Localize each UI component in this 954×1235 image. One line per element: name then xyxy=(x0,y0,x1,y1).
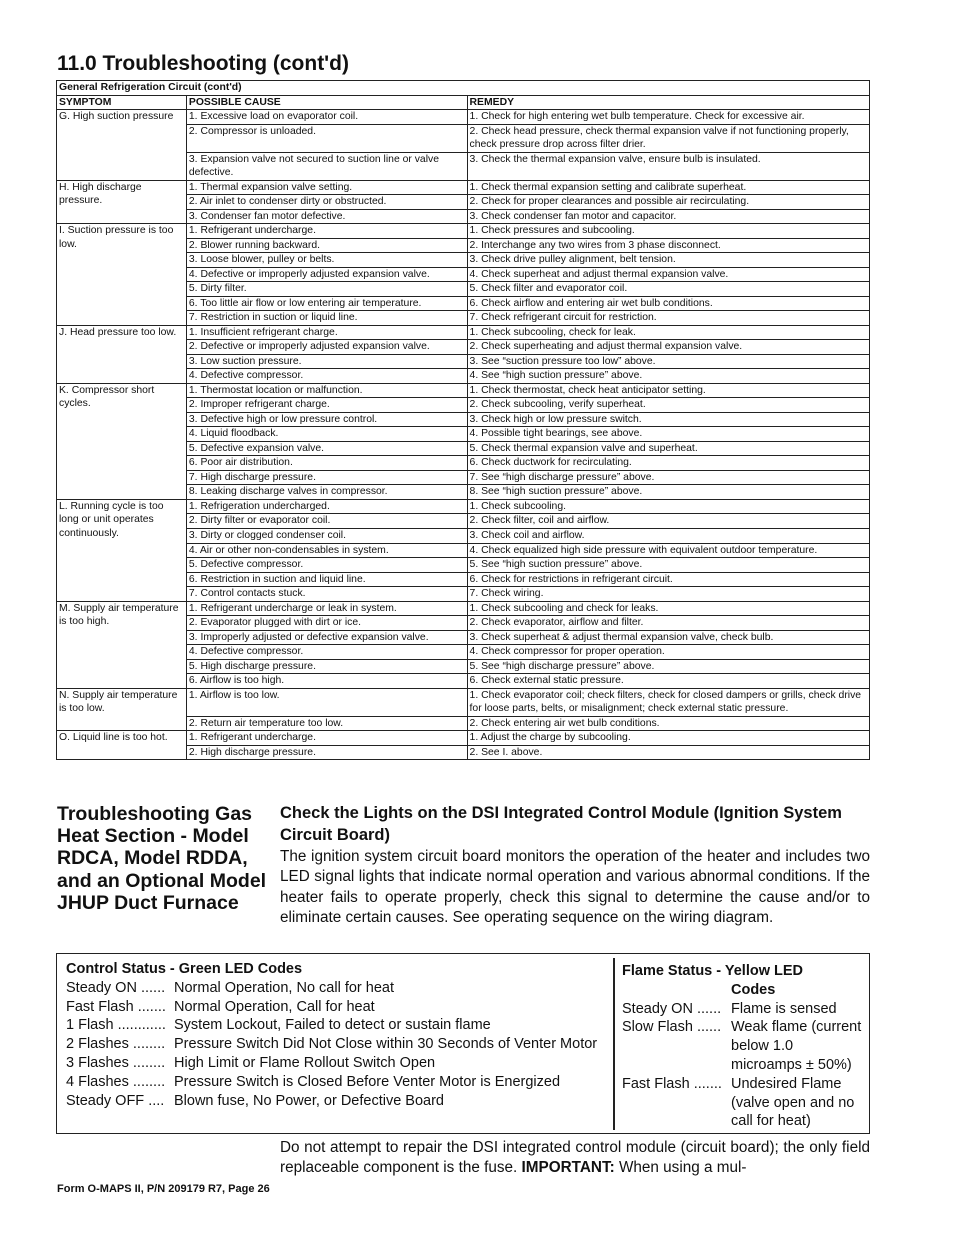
cause-cell: 1. Airflow is too low. xyxy=(186,688,467,716)
green-led-meaning: System Lockout, Failed to detect or sustain flame xyxy=(174,1017,491,1034)
yellow-led-title-line1: Flame Status - Yellow LED xyxy=(622,963,804,979)
symptom-cell: O. Liquid line is too hot. xyxy=(57,731,187,760)
dsi-lights-body: The ignition system circuit board monitors the operation of the heater and includes two LED signal lights that indicate normal operation and various abnormal conditions. If the heater fails to operate properly, check this signal to determine the cause and/or to eliminate certain causes. See operating sequence on the wiring diagram. xyxy=(280,848,870,927)
green-led-row xyxy=(66,979,606,998)
cause-cell: 1. Excessive load on evaporator coil. xyxy=(186,110,467,125)
remedy-cell: 6. Check external static pressure. xyxy=(467,674,869,689)
cause-cell: 6. Restriction in suction and liquid line. xyxy=(186,572,467,587)
green-led-meaning: Pressure Switch is Closed Before Venter Motor is Energized xyxy=(174,1073,561,1090)
cause-cell: 5. Dirty filter. xyxy=(186,282,467,297)
cause-cell: 3. Low suction pressure. xyxy=(186,354,467,369)
cause-cell: 3. Improperly adjusted or defective expansion valve. xyxy=(186,630,467,645)
remedy-cell: 2. Check subcooling, verify superheat. xyxy=(467,398,869,413)
green-led-row xyxy=(66,1092,606,1111)
header-remedy: REMEDY xyxy=(467,95,869,110)
page-footer: Form O-MAPS II, P/N 209179 R7, Page 26 xyxy=(57,1183,270,1195)
yellow-led-title xyxy=(622,962,867,1000)
yellow-led-codes xyxy=(622,962,867,1131)
led-divider xyxy=(613,958,615,1130)
cause-cell: 4. Defective or improperly adjusted expansion valve. xyxy=(186,267,467,282)
green-led-meaning: Normal Operation, Call for heat xyxy=(174,998,375,1015)
cause-cell: 3. Condenser fan motor defective. xyxy=(186,209,467,224)
remedy-cell: 7. Check refrigerant circuit for restriction. xyxy=(467,311,869,326)
cause-cell: 6. Poor air distribution. xyxy=(186,456,467,471)
gas-heat-section-heading: Troubleshooting Gas Heat Section - Model RDCA, Model RDDA, and an Optional Model JHUP Duct Furnace xyxy=(57,803,267,914)
remedy-cell: 2. Check superheating and adjust thermal expansion valve. xyxy=(467,340,869,355)
cause-cell: 7. Control contacts stuck. xyxy=(186,587,467,602)
symptom-cell: J. Head pressure too low. xyxy=(57,325,187,383)
remedy-cell: 5. Check thermal expansion valve and superheat. xyxy=(467,441,869,456)
green-led-code: 2 Flashes ........ xyxy=(66,1036,166,1053)
symptom-cell: M. Supply air temperature is too high. xyxy=(57,601,187,688)
symptom-cell: K. Compressor short cycles. xyxy=(57,383,187,499)
remedy-cell: 1. Check thermal expansion setting and calibrate superheat. xyxy=(467,180,869,195)
remedy-cell: 8. See “high suction pressure” above. xyxy=(467,485,869,500)
cause-cell: 5. Defective compressor. xyxy=(186,558,467,573)
cause-cell: 6. Too little air flow or low entering air temperature. xyxy=(186,296,467,311)
remedy-cell: 3. Check superheat & adjust thermal expansion valve, check bulb. xyxy=(467,630,869,645)
yellow-led-row xyxy=(622,1018,867,1074)
remedy-cell: 7. See “high discharge pressure” above. xyxy=(467,470,869,485)
symptom-cell: L. Running cycle is too long or unit operates continuously. xyxy=(57,499,187,601)
yellow-led-meaning: Weak flame (current below 1.0 microamps ± 50%) xyxy=(731,1019,862,1073)
cause-cell: 4. Liquid floodback. xyxy=(186,427,467,442)
remedy-cell: 5. See “high suction pressure” above. xyxy=(467,558,869,573)
cause-cell: 2. Air inlet to condenser dirty or obstructed. xyxy=(186,195,467,210)
green-led-meaning: Normal Operation, No call for heat xyxy=(174,979,395,996)
cause-cell: 2. Improper refrigerant charge. xyxy=(186,398,467,413)
green-led-title: Control Status - Green LED Codes xyxy=(66,961,303,977)
yellow-led-row xyxy=(622,1000,867,1019)
cause-cell: 7. Restriction in suction or liquid line. xyxy=(186,311,467,326)
table-row xyxy=(57,224,870,239)
green-led-codes xyxy=(66,960,606,1110)
remedy-cell: 1. Check evaporator coil; check filters, check for closed dampers or grills, check drive for loose parts, belts, or misalignment; check external static pressure. xyxy=(467,688,869,716)
remedy-cell: 3. Check condenser fan motor and capacitor. xyxy=(467,209,869,224)
cause-cell: 2. Return air temperature too low. xyxy=(186,716,467,731)
green-led-code: 1 Flash ............ xyxy=(66,1017,166,1034)
cause-cell: 2. High discharge pressure. xyxy=(186,745,467,760)
cause-cell: 1. Refrigeration undercharged. xyxy=(186,499,467,514)
cause-cell: 1. Insufficient refrigerant charge. xyxy=(186,325,467,340)
green-led-code: 4 Flashes ........ xyxy=(66,1073,166,1090)
remedy-cell: 2. Check evaporator, airflow and filter. xyxy=(467,616,869,631)
table-row xyxy=(57,383,870,398)
cause-cell: 3. Loose blower, pulley or belts. xyxy=(186,253,467,268)
remedy-cell: 1. Check subcooling and check for leaks. xyxy=(467,601,869,616)
remedy-cell: 3. Check the thermal expansion valve, ensure bulb is insulated. xyxy=(467,152,869,180)
remedy-cell: 1. Check for high entering wet bulb temperature. Check for excessive air. xyxy=(467,110,869,125)
remedy-cell: 2. Check head pressure, check thermal expansion valve if not functioning properly, check pressure drop across filter drier. xyxy=(467,124,869,152)
troubleshooting-table xyxy=(56,80,870,760)
cause-cell: 3. Dirty or clogged condenser coil. xyxy=(186,528,467,543)
remedy-cell: 2. Interchange any two wires from 3 phase disconnect. xyxy=(467,238,869,253)
yellow-led-row xyxy=(622,1075,867,1131)
cause-cell: 6. Airflow is too high. xyxy=(186,674,467,689)
table-row xyxy=(57,325,870,340)
important-label: IMPORTANT: xyxy=(521,1159,615,1177)
remedy-cell: 1. Check subcooling. xyxy=(467,499,869,514)
remedy-cell: 4. Check compressor for proper operation. xyxy=(467,645,869,660)
bottom-text-part2: When using a mul- xyxy=(618,1159,747,1177)
cause-cell: 1. Thermal expansion valve setting. xyxy=(186,180,467,195)
led-codes-box xyxy=(56,953,870,1134)
symptom-cell: G. High suction pressure xyxy=(57,110,187,181)
remedy-cell: 6. Check for restrictions in refrigerant circuit. xyxy=(467,572,869,587)
cause-cell: 2. Defective or improperly adjusted expansion valve. xyxy=(186,340,467,355)
remedy-cell: 3. Check high or low pressure switch. xyxy=(467,412,869,427)
cause-cell: 3. Defective high or low pressure control. xyxy=(186,412,467,427)
symptom-cell: H. High discharge pressure. xyxy=(57,180,187,224)
yellow-led-title-line2: Codes xyxy=(731,981,776,998)
remedy-cell: 3. Check coil and airflow. xyxy=(467,528,869,543)
page-title: 11.0 Troubleshooting (cont'd) xyxy=(57,52,350,75)
remedy-cell: 2. Check entering air wet bulb conditions. xyxy=(467,716,869,731)
cause-cell: 2. Compressor is unloaded. xyxy=(186,124,467,152)
header-possible-cause: POSSIBLE CAUSE xyxy=(186,95,467,110)
cause-cell: 7. High discharge pressure. xyxy=(186,470,467,485)
remedy-cell: 1. Check thermostat, check heat anticipator setting. xyxy=(467,383,869,398)
green-led-row xyxy=(66,1035,606,1054)
remedy-cell: 2. Check for proper clearances and possible air recirculating. xyxy=(467,195,869,210)
cause-cell: 5. Defective expansion valve. xyxy=(186,441,467,456)
table-row xyxy=(57,499,870,514)
cause-cell: 1. Refrigerant undercharge. xyxy=(186,224,467,239)
remedy-cell: 7. Check wiring. xyxy=(467,587,869,602)
remedy-cell: 1. Adjust the charge by subcooling. xyxy=(467,731,869,746)
cause-cell: 1. Refrigerant undercharge. xyxy=(186,731,467,746)
table-row xyxy=(57,601,870,616)
cause-cell: 2. Dirty filter or evaporator coil. xyxy=(186,514,467,529)
green-led-row xyxy=(66,1073,606,1092)
green-led-code: 3 Flashes ........ xyxy=(66,1054,166,1071)
table-caption: General Refrigeration Circuit (cont'd) xyxy=(57,81,870,96)
table-row xyxy=(57,688,870,716)
bottom-text-part1: Do not attempt to repair the DSI integrated control module (circuit board); the only field replaceable component is the fuse. xyxy=(280,1139,870,1177)
cause-cell: 4. Defective compressor. xyxy=(186,369,467,384)
green-led-meaning: Blown fuse, No Power, or Defective Board xyxy=(174,1092,444,1109)
remedy-cell: 2. Check filter, coil and airflow. xyxy=(467,514,869,529)
table-row xyxy=(57,110,870,125)
bottom-paragraph xyxy=(280,1138,870,1179)
symptom-cell: N. Supply air temperature is too low. xyxy=(57,688,187,731)
remedy-cell: 4. Check superheat and adjust thermal expansion valve. xyxy=(467,267,869,282)
yellow-led-code: Slow Flash ...... xyxy=(622,1019,722,1036)
green-led-code: Fast Flash ....... xyxy=(66,998,166,1015)
remedy-cell: 6. Check ductwork for recirculating. xyxy=(467,456,869,471)
remedy-cell: 3. See “suction pressure too low” above. xyxy=(467,354,869,369)
yellow-led-code: Steady ON ...... xyxy=(622,1000,722,1017)
remedy-cell: 1. Check subcooling, check for leak. xyxy=(467,325,869,340)
green-led-row xyxy=(66,998,606,1017)
yellow-led-code: Fast Flash ....... xyxy=(622,1075,722,1092)
table-body xyxy=(57,110,870,760)
remedy-cell: 4. Check equalized high side pressure with equivalent outdoor temperature. xyxy=(467,543,869,558)
remedy-cell: 2. See I. above. xyxy=(467,745,869,760)
yellow-led-meaning: Undesired Flame (valve open and no call for heat) xyxy=(731,1075,855,1130)
cause-cell: 8. Leaking discharge valves in compressor. xyxy=(186,485,467,500)
cause-cell: 2. Blower running backward. xyxy=(186,238,467,253)
header-symptom: SYMPTOM xyxy=(57,95,187,110)
table-row xyxy=(57,180,870,195)
table-row xyxy=(57,731,870,746)
green-led-code: Steady OFF .... xyxy=(66,1092,165,1109)
remedy-cell: 1. Check pressures and subcooling. xyxy=(467,224,869,239)
dsi-lights-heading: Check the Lights on the DSI Integrated Control Module (Ignition System Circuit Board) xyxy=(280,804,842,845)
remedy-cell: 6. Check airflow and entering air wet bulb conditions. xyxy=(467,296,869,311)
green-led-row xyxy=(66,1016,606,1035)
cause-cell: 1. Thermostat location or malfunction. xyxy=(186,383,467,398)
green-led-row xyxy=(66,1054,606,1073)
green-led-code: Steady ON ...... xyxy=(66,979,166,996)
cause-cell: 4. Defective compressor. xyxy=(186,645,467,660)
remedy-cell: 3. Check drive pulley alignment, belt tension. xyxy=(467,253,869,268)
remedy-cell: 5. See “high discharge pressure” above. xyxy=(467,659,869,674)
green-led-meaning: High Limit or Flame Rollout Switch Open xyxy=(174,1054,436,1071)
cause-cell: 3. Expansion valve not secured to suction line or valve defective. xyxy=(186,152,467,180)
remedy-cell: 4. Possible tight bearings, see above. xyxy=(467,427,869,442)
cause-cell: 4. Air or other non-condensables in system. xyxy=(186,543,467,558)
symptom-cell: I. Suction pressure is too low. xyxy=(57,224,187,326)
cause-cell: 1. Refrigerant undercharge or leak in system. xyxy=(186,601,467,616)
green-led-meaning: Pressure Switch Did Not Close within 30 Seconds of Venter Motor xyxy=(174,1036,598,1053)
yellow-led-meaning: Flame is sensed xyxy=(731,1000,837,1017)
remedy-cell: 4. See “high suction pressure” above. xyxy=(467,369,869,384)
cause-cell: 2. Evaporator plugged with dirt or ice. xyxy=(186,616,467,631)
remedy-cell: 5. Check filter and evaporator coil. xyxy=(467,282,869,297)
cause-cell: 5. High discharge pressure. xyxy=(186,659,467,674)
